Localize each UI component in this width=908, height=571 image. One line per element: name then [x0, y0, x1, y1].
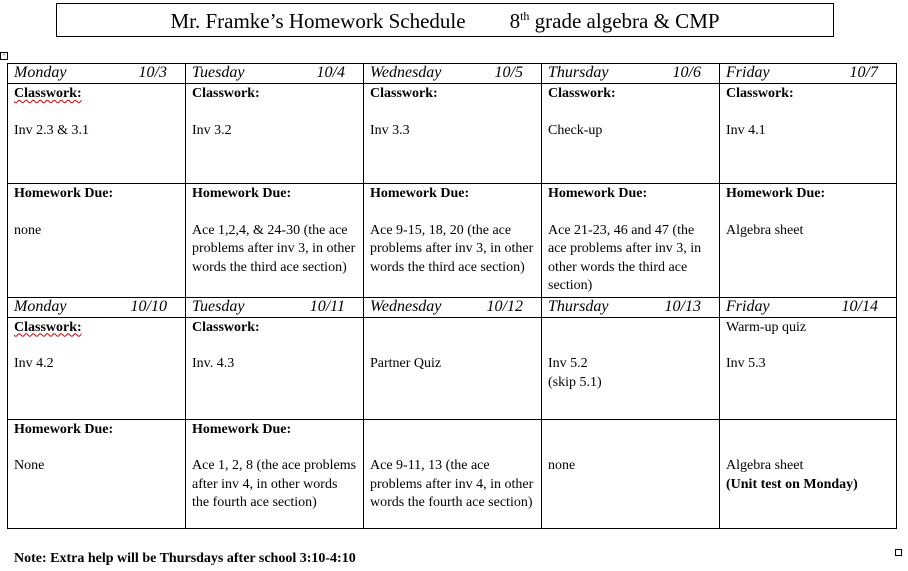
week1-day-row	[8, 64, 897, 84]
day-date: 10/5	[494, 64, 523, 81]
classwork-cell	[364, 317, 542, 419]
classwork-label: Classwork:	[548, 86, 616, 101]
day-header	[364, 64, 542, 84]
day-name: Thursday	[548, 64, 609, 81]
classwork-cell	[720, 317, 897, 419]
classwork-value: Inv 3.2	[192, 122, 232, 138]
classwork-cell	[186, 317, 364, 419]
classwork-cell	[542, 317, 720, 419]
page-title	[56, 3, 834, 37]
day-date: 10/6	[672, 64, 701, 81]
day-header	[542, 64, 720, 84]
classwork-label: Classwork:	[192, 319, 260, 335]
classwork-value: Check-up	[548, 122, 603, 138]
day-name: Friday	[726, 297, 770, 315]
day-date: 10/12	[486, 297, 523, 315]
classwork-value: Inv 4.2	[14, 356, 54, 371]
title-grade-number: 8	[509, 9, 521, 33]
title-grade-suffix: th	[520, 9, 530, 23]
classwork-label: Classwork:	[370, 86, 438, 101]
day-date: 10/14	[841, 297, 878, 315]
day-date: 10/10	[130, 297, 167, 315]
classwork-value: Inv 2.3 & 3.1	[14, 122, 90, 138]
classwork-cell	[542, 84, 720, 184]
homework-cell	[8, 184, 186, 298]
homework-cell	[542, 419, 720, 528]
homework-label: Homework Due:	[548, 186, 648, 201]
day-header	[364, 297, 542, 317]
homework-label: Homework Due:	[726, 186, 826, 201]
homework-value: none	[14, 222, 42, 238]
day-name: Tuesday	[192, 64, 245, 81]
day-date: 10/3	[138, 64, 167, 81]
extra-help-note: Note: Extra help will be Thursdays after school 3:10-4:10	[14, 551, 356, 566]
homework-value: Algebra sheet	[726, 458, 804, 473]
homework-value: none	[548, 458, 576, 473]
homework-cell	[8, 419, 186, 528]
title-main: Mr. Framke’s Homework Schedule	[170, 9, 466, 33]
homework-value: None	[14, 458, 45, 473]
classwork-label: Classwork:	[192, 86, 260, 101]
table-move-handle-icon[interactable]: +	[0, 52, 8, 60]
homework-label	[726, 421, 890, 440]
day-header	[720, 297, 897, 317]
homework-value: Ace 1, 2, 8 (the ace problems after inv 4, in other words the fourth ace section)	[192, 458, 357, 510]
day-name: Wednesday	[370, 64, 442, 81]
classwork-label: Classwork:	[14, 319, 82, 335]
day-header	[186, 64, 364, 84]
classwork-cell	[720, 84, 897, 184]
schedule-table	[7, 63, 897, 529]
homework-value: Ace 1,2,4, & 24-30 (the ace problems after inv 3, in other words the third ace section)	[192, 222, 356, 275]
classwork-label: Classwork:	[726, 86, 794, 101]
week2-classwork-row	[8, 317, 897, 419]
homework-value: Ace 9-11, 13 (the ace problems after inv 4, in other words the fourth ace section)	[370, 458, 534, 510]
homework-cell	[364, 184, 542, 298]
day-name: Wednesday	[370, 297, 442, 315]
classwork-value: Inv 4.1	[726, 122, 766, 138]
week1-homework-row	[8, 184, 897, 298]
day-name: Monday	[14, 64, 67, 81]
day-name: Tuesday	[192, 297, 245, 315]
classwork-label	[370, 319, 535, 338]
classwork-value: Inv. 4.3	[192, 356, 235, 371]
homework-label: Homework Due:	[14, 186, 114, 201]
homework-cell	[542, 184, 720, 298]
day-name: Thursday	[548, 297, 609, 315]
day-date: 10/11	[309, 297, 345, 315]
homework-value: Algebra sheet	[726, 222, 804, 238]
day-header	[8, 64, 186, 84]
homework-label: Homework Due:	[192, 421, 292, 437]
homework-label	[370, 421, 535, 440]
classwork-value-note: (skip 5.1)	[548, 374, 602, 390]
day-name: Monday	[14, 297, 67, 315]
classwork-label: Warm-up quiz	[726, 319, 807, 335]
classwork-value: Inv 5.3	[726, 356, 766, 371]
day-header	[720, 64, 897, 84]
title-subject: grade algebra & CMP	[529, 9, 720, 33]
day-name: Friday	[726, 64, 770, 81]
classwork-value: Partner Quiz	[370, 356, 442, 371]
homework-value: Ace 9-15, 18, 20 (the ace problems after inv 3, in other words the third ace section)	[370, 222, 534, 275]
day-header	[186, 297, 364, 317]
homework-label: Homework Due:	[192, 186, 292, 201]
day-date: 10/7	[849, 64, 878, 81]
homework-label: Homework Due:	[370, 186, 470, 201]
classwork-cell	[364, 84, 542, 184]
classwork-value: Inv 5.2	[548, 356, 588, 371]
homework-cell	[720, 419, 897, 528]
homework-cell	[186, 184, 364, 298]
week1-classwork-row	[8, 84, 897, 184]
week2-homework-row	[8, 419, 897, 528]
unit-test-reminder: (Unit test on Monday)	[726, 476, 858, 492]
classwork-value: Inv 3.3	[370, 122, 410, 138]
classwork-cell	[8, 317, 186, 419]
day-date: 10/13	[664, 297, 701, 315]
homework-cell	[186, 419, 364, 528]
day-header	[8, 297, 186, 317]
classwork-cell	[8, 84, 186, 184]
classwork-label: Classwork:	[14, 86, 82, 101]
classwork-label	[548, 319, 713, 338]
week2-day-row	[8, 297, 897, 317]
table-resize-handle[interactable]	[895, 549, 902, 556]
homework-label: Homework Due:	[14, 421, 114, 437]
homework-cell	[720, 184, 897, 298]
classwork-cell	[186, 84, 364, 184]
day-header	[542, 297, 720, 317]
homework-cell	[364, 419, 542, 528]
day-date: 10/4	[316, 64, 345, 81]
homework-value: Ace 21-23, 46 and 47 (the ace problems after inv 3, in other words the third ace section)	[548, 222, 702, 293]
homework-label	[548, 421, 713, 440]
